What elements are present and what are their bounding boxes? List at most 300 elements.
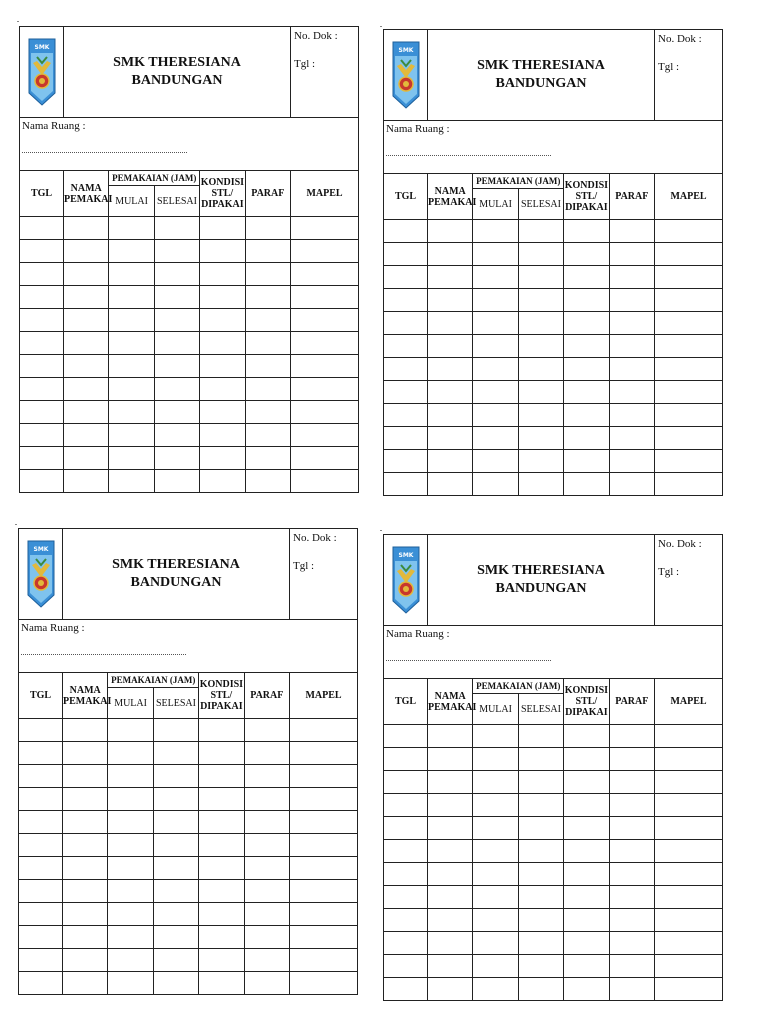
cell-mulai[interactable] (109, 217, 154, 240)
cell-selesai[interactable] (153, 857, 198, 880)
cell-tgl[interactable] (20, 240, 64, 263)
cell-mapel[interactable] (291, 401, 359, 424)
cell-mulai[interactable] (108, 972, 153, 995)
cell-selesai[interactable] (518, 840, 563, 863)
cell-selesai[interactable] (518, 220, 563, 243)
cell-paraf[interactable] (245, 470, 290, 493)
cell-tgl[interactable] (19, 880, 63, 903)
cell-selesai[interactable] (518, 932, 563, 955)
cell-paraf[interactable] (244, 719, 289, 742)
cell-kondisi[interactable] (199, 949, 244, 972)
cell-mulai[interactable] (473, 266, 518, 289)
cell-mulai[interactable] (473, 450, 518, 473)
cell-kondisi[interactable] (200, 470, 245, 493)
cell-paraf[interactable] (609, 817, 654, 840)
cell-mapel[interactable] (655, 840, 723, 863)
cell-selesai[interactable] (153, 949, 198, 972)
cell-kondisi[interactable] (564, 335, 609, 358)
cell-nama-pemakai[interactable] (428, 840, 473, 863)
cell-selesai[interactable] (153, 972, 198, 995)
cell-paraf[interactable] (609, 266, 654, 289)
cell-nama-pemakai[interactable] (64, 401, 109, 424)
cell-mapel[interactable] (655, 955, 723, 978)
cell-kondisi[interactable] (564, 473, 609, 496)
cell-mapel[interactable] (290, 834, 358, 857)
cell-paraf[interactable] (609, 955, 654, 978)
cell-tgl[interactable] (384, 840, 428, 863)
cell-mapel[interactable] (291, 355, 359, 378)
cell-selesai[interactable] (154, 378, 199, 401)
cell-kondisi[interactable] (564, 725, 609, 748)
cell-tgl[interactable] (20, 309, 64, 332)
cell-mapel[interactable] (655, 886, 723, 909)
cell-tgl[interactable] (19, 926, 63, 949)
cell-kondisi[interactable] (564, 450, 609, 473)
cell-kondisi[interactable] (564, 978, 609, 1001)
cell-nama-pemakai[interactable] (428, 909, 473, 932)
cell-selesai[interactable] (518, 817, 563, 840)
cell-mulai[interactable] (108, 834, 153, 857)
cell-kondisi[interactable] (564, 404, 609, 427)
cell-kondisi[interactable] (200, 309, 245, 332)
cell-nama-pemakai[interactable] (64, 309, 109, 332)
cell-mapel[interactable] (290, 949, 358, 972)
cell-mulai[interactable] (473, 220, 518, 243)
cell-nama-pemakai[interactable] (428, 220, 473, 243)
cell-selesai[interactable] (153, 834, 198, 857)
cell-mulai[interactable] (473, 978, 518, 1001)
cell-kondisi[interactable] (564, 427, 609, 450)
cell-nama-pemakai[interactable] (428, 289, 473, 312)
cell-nama-pemakai[interactable] (63, 719, 108, 742)
cell-nama-pemakai[interactable] (64, 355, 109, 378)
cell-mapel[interactable] (291, 309, 359, 332)
cell-kondisi[interactable] (200, 217, 245, 240)
cell-paraf[interactable] (244, 903, 289, 926)
cell-kondisi[interactable] (564, 266, 609, 289)
cell-mapel[interactable] (655, 450, 723, 473)
cell-mapel[interactable] (655, 335, 723, 358)
cell-mapel[interactable] (655, 427, 723, 450)
cell-mulai[interactable] (473, 863, 518, 886)
cell-kondisi[interactable] (199, 788, 244, 811)
cell-tgl[interactable] (20, 378, 64, 401)
cell-kondisi[interactable] (564, 312, 609, 335)
cell-mulai[interactable] (109, 309, 154, 332)
cell-paraf[interactable] (609, 771, 654, 794)
cell-mulai[interactable] (473, 312, 518, 335)
cell-paraf[interactable] (609, 725, 654, 748)
cell-mulai[interactable] (108, 926, 153, 949)
cell-mapel[interactable] (655, 289, 723, 312)
cell-mapel[interactable] (655, 909, 723, 932)
cell-mapel[interactable] (655, 771, 723, 794)
cell-selesai[interactable] (154, 401, 199, 424)
cell-selesai[interactable] (154, 470, 199, 493)
cell-mapel[interactable] (655, 978, 723, 1001)
cell-selesai[interactable] (518, 725, 563, 748)
cell-nama-pemakai[interactable] (428, 817, 473, 840)
cell-tgl[interactable] (20, 286, 64, 309)
cell-selesai[interactable] (153, 719, 198, 742)
cell-tgl[interactable] (384, 450, 428, 473)
cell-selesai[interactable] (154, 263, 199, 286)
cell-nama-pemakai[interactable] (428, 427, 473, 450)
cell-mapel[interactable] (291, 217, 359, 240)
cell-mapel[interactable] (655, 932, 723, 955)
cell-kondisi[interactable] (199, 972, 244, 995)
cell-paraf[interactable] (609, 863, 654, 886)
cell-kondisi[interactable] (564, 358, 609, 381)
cell-kondisi[interactable] (199, 880, 244, 903)
cell-mulai[interactable] (109, 470, 154, 493)
cell-mulai[interactable] (473, 955, 518, 978)
cell-nama-pemakai[interactable] (63, 742, 108, 765)
cell-paraf[interactable] (244, 811, 289, 834)
cell-paraf[interactable] (244, 880, 289, 903)
cell-nama-pemakai[interactable] (428, 932, 473, 955)
cell-mapel[interactable] (290, 811, 358, 834)
cell-tgl[interactable] (20, 263, 64, 286)
cell-mapel[interactable] (291, 240, 359, 263)
cell-nama-pemakai[interactable] (428, 358, 473, 381)
cell-mulai[interactable] (473, 358, 518, 381)
cell-nama-pemakai[interactable] (64, 470, 109, 493)
cell-selesai[interactable] (153, 926, 198, 949)
cell-nama-pemakai[interactable] (63, 857, 108, 880)
cell-kondisi[interactable] (200, 332, 245, 355)
cell-mulai[interactable] (473, 840, 518, 863)
cell-tgl[interactable] (384, 473, 428, 496)
cell-kondisi[interactable] (564, 381, 609, 404)
cell-mulai[interactable] (109, 332, 154, 355)
cell-paraf[interactable] (609, 932, 654, 955)
cell-tgl[interactable] (19, 742, 63, 765)
cell-tgl[interactable] (20, 447, 64, 470)
cell-mulai[interactable] (473, 909, 518, 932)
cell-kondisi[interactable] (564, 955, 609, 978)
cell-nama-pemakai[interactable] (64, 240, 109, 263)
cell-selesai[interactable] (518, 955, 563, 978)
cell-paraf[interactable] (609, 473, 654, 496)
cell-kondisi[interactable] (199, 742, 244, 765)
cell-mapel[interactable] (655, 358, 723, 381)
cell-tgl[interactable] (19, 719, 63, 742)
cell-mulai[interactable] (109, 424, 154, 447)
cell-paraf[interactable] (244, 972, 289, 995)
cell-selesai[interactable] (153, 765, 198, 788)
cell-mapel[interactable] (655, 748, 723, 771)
cell-kondisi[interactable] (199, 765, 244, 788)
cell-kondisi[interactable] (199, 857, 244, 880)
cell-selesai[interactable] (518, 748, 563, 771)
cell-mulai[interactable] (473, 427, 518, 450)
cell-mulai[interactable] (109, 263, 154, 286)
cell-mapel[interactable] (290, 972, 358, 995)
cell-mulai[interactable] (473, 817, 518, 840)
cell-tgl[interactable] (384, 794, 428, 817)
cell-tgl[interactable] (19, 788, 63, 811)
cell-selesai[interactable] (153, 788, 198, 811)
cell-kondisi[interactable] (200, 263, 245, 286)
cell-tgl[interactable] (384, 909, 428, 932)
cell-mapel[interactable] (655, 473, 723, 496)
cell-selesai[interactable] (518, 794, 563, 817)
cell-selesai[interactable] (518, 381, 563, 404)
cell-kondisi[interactable] (200, 355, 245, 378)
cell-mapel[interactable] (290, 788, 358, 811)
cell-tgl[interactable] (384, 932, 428, 955)
cell-selesai[interactable] (153, 811, 198, 834)
cell-nama-pemakai[interactable] (63, 765, 108, 788)
cell-nama-pemakai[interactable] (64, 332, 109, 355)
cell-tgl[interactable] (20, 401, 64, 424)
cell-kondisi[interactable] (200, 401, 245, 424)
cell-kondisi[interactable] (564, 289, 609, 312)
cell-paraf[interactable] (245, 355, 290, 378)
cell-mulai[interactable] (473, 771, 518, 794)
cell-nama-pemakai[interactable] (64, 217, 109, 240)
cell-paraf[interactable] (245, 240, 290, 263)
cell-paraf[interactable] (245, 401, 290, 424)
cell-nama-pemakai[interactable] (428, 312, 473, 335)
cell-tgl[interactable] (384, 358, 428, 381)
cell-mulai[interactable] (473, 886, 518, 909)
cell-selesai[interactable] (154, 309, 199, 332)
cell-selesai[interactable] (153, 880, 198, 903)
cell-selesai[interactable] (518, 909, 563, 932)
cell-selesai[interactable] (518, 358, 563, 381)
cell-paraf[interactable] (609, 220, 654, 243)
cell-tgl[interactable] (384, 955, 428, 978)
cell-paraf[interactable] (244, 926, 289, 949)
cell-mapel[interactable] (291, 378, 359, 401)
cell-paraf[interactable] (609, 381, 654, 404)
cell-tgl[interactable] (384, 220, 428, 243)
room-cell[interactable] (20, 118, 359, 171)
cell-nama-pemakai[interactable] (428, 725, 473, 748)
cell-mulai[interactable] (108, 765, 153, 788)
cell-mulai[interactable] (108, 788, 153, 811)
cell-mulai[interactable] (473, 243, 518, 266)
cell-paraf[interactable] (245, 309, 290, 332)
cell-paraf[interactable] (244, 857, 289, 880)
cell-selesai[interactable] (154, 332, 199, 355)
cell-kondisi[interactable] (200, 378, 245, 401)
cell-mulai[interactable] (473, 335, 518, 358)
cell-tgl[interactable] (384, 978, 428, 1001)
cell-mapel[interactable] (655, 404, 723, 427)
cell-tgl[interactable] (384, 817, 428, 840)
cell-tgl[interactable] (384, 886, 428, 909)
cell-mapel[interactable] (655, 817, 723, 840)
cell-mapel[interactable] (290, 857, 358, 880)
cell-mapel[interactable] (291, 286, 359, 309)
cell-nama-pemakai[interactable] (428, 794, 473, 817)
cell-paraf[interactable] (245, 217, 290, 240)
cell-tgl[interactable] (384, 725, 428, 748)
cell-paraf[interactable] (609, 909, 654, 932)
cell-kondisi[interactable] (199, 926, 244, 949)
cell-selesai[interactable] (518, 289, 563, 312)
cell-paraf[interactable] (244, 788, 289, 811)
cell-kondisi[interactable] (564, 840, 609, 863)
cell-kondisi[interactable] (564, 909, 609, 932)
cell-selesai[interactable] (153, 742, 198, 765)
cell-selesai[interactable] (518, 450, 563, 473)
cell-paraf[interactable] (609, 886, 654, 909)
cell-kondisi[interactable] (200, 286, 245, 309)
room-cell[interactable] (384, 121, 723, 174)
cell-selesai[interactable] (518, 473, 563, 496)
cell-tgl[interactable] (384, 863, 428, 886)
cell-selesai[interactable] (153, 903, 198, 926)
cell-nama-pemakai[interactable] (63, 811, 108, 834)
cell-nama-pemakai[interactable] (428, 450, 473, 473)
cell-paraf[interactable] (609, 450, 654, 473)
cell-selesai[interactable] (518, 266, 563, 289)
cell-mulai[interactable] (473, 748, 518, 771)
cell-paraf[interactable] (244, 834, 289, 857)
cell-mulai[interactable] (109, 378, 154, 401)
cell-paraf[interactable] (245, 424, 290, 447)
cell-mapel[interactable] (655, 312, 723, 335)
cell-paraf[interactable] (609, 358, 654, 381)
cell-mapel[interactable] (290, 742, 358, 765)
cell-selesai[interactable] (518, 978, 563, 1001)
cell-paraf[interactable] (244, 765, 289, 788)
cell-paraf[interactable] (245, 332, 290, 355)
cell-paraf[interactable] (609, 243, 654, 266)
cell-paraf[interactable] (245, 263, 290, 286)
cell-nama-pemakai[interactable] (428, 381, 473, 404)
cell-nama-pemakai[interactable] (428, 404, 473, 427)
cell-selesai[interactable] (154, 424, 199, 447)
cell-paraf[interactable] (609, 289, 654, 312)
cell-mapel[interactable] (655, 863, 723, 886)
room-cell[interactable] (19, 620, 358, 673)
cell-tgl[interactable] (19, 834, 63, 857)
cell-tgl[interactable] (19, 972, 63, 995)
cell-tgl[interactable] (19, 949, 63, 972)
cell-selesai[interactable] (518, 771, 563, 794)
cell-mapel[interactable] (291, 263, 359, 286)
cell-mulai[interactable] (109, 401, 154, 424)
cell-mulai[interactable] (473, 404, 518, 427)
cell-tgl[interactable] (384, 335, 428, 358)
cell-paraf[interactable] (245, 286, 290, 309)
cell-nama-pemakai[interactable] (64, 286, 109, 309)
cell-selesai[interactable] (154, 286, 199, 309)
cell-nama-pemakai[interactable] (428, 863, 473, 886)
cell-mulai[interactable] (108, 719, 153, 742)
cell-tgl[interactable] (384, 289, 428, 312)
cell-mapel[interactable] (290, 880, 358, 903)
cell-mapel[interactable] (655, 243, 723, 266)
cell-kondisi[interactable] (564, 220, 609, 243)
cell-mapel[interactable] (291, 447, 359, 470)
cell-nama-pemakai[interactable] (63, 949, 108, 972)
cell-mulai[interactable] (108, 811, 153, 834)
cell-mulai[interactable] (108, 949, 153, 972)
cell-paraf[interactable] (609, 794, 654, 817)
cell-nama-pemakai[interactable] (428, 243, 473, 266)
cell-tgl[interactable] (20, 470, 64, 493)
cell-paraf[interactable] (609, 335, 654, 358)
cell-kondisi[interactable] (564, 886, 609, 909)
cell-nama-pemakai[interactable] (428, 771, 473, 794)
cell-paraf[interactable] (244, 949, 289, 972)
cell-tgl[interactable] (20, 332, 64, 355)
cell-kondisi[interactable] (199, 811, 244, 834)
cell-tgl[interactable] (384, 404, 428, 427)
cell-kondisi[interactable] (564, 771, 609, 794)
cell-selesai[interactable] (518, 404, 563, 427)
cell-mapel[interactable] (290, 926, 358, 949)
cell-selesai[interactable] (154, 447, 199, 470)
cell-nama-pemakai[interactable] (63, 880, 108, 903)
cell-tgl[interactable] (19, 857, 63, 880)
cell-mapel[interactable] (655, 725, 723, 748)
cell-mapel[interactable] (655, 794, 723, 817)
cell-mapel[interactable] (291, 332, 359, 355)
cell-mulai[interactable] (109, 447, 154, 470)
cell-selesai[interactable] (154, 217, 199, 240)
cell-nama-pemakai[interactable] (63, 903, 108, 926)
cell-nama-pemakai[interactable] (428, 886, 473, 909)
room-cell[interactable] (384, 626, 723, 679)
cell-kondisi[interactable] (564, 243, 609, 266)
cell-mapel[interactable] (290, 765, 358, 788)
cell-mapel[interactable] (655, 266, 723, 289)
cell-nama-pemakai[interactable] (428, 955, 473, 978)
cell-mapel[interactable] (291, 470, 359, 493)
cell-nama-pemakai[interactable] (64, 263, 109, 286)
cell-nama-pemakai[interactable] (64, 447, 109, 470)
cell-nama-pemakai[interactable] (64, 378, 109, 401)
cell-selesai[interactable] (154, 355, 199, 378)
cell-kondisi[interactable] (199, 903, 244, 926)
cell-tgl[interactable] (19, 765, 63, 788)
cell-nama-pemakai[interactable] (428, 266, 473, 289)
cell-mulai[interactable] (109, 286, 154, 309)
cell-tgl[interactable] (384, 381, 428, 404)
cell-paraf[interactable] (609, 978, 654, 1001)
cell-mulai[interactable] (473, 725, 518, 748)
cell-nama-pemakai[interactable] (428, 978, 473, 1001)
cell-kondisi[interactable] (564, 748, 609, 771)
cell-kondisi[interactable] (200, 240, 245, 263)
cell-kondisi[interactable] (200, 424, 245, 447)
cell-kondisi[interactable] (564, 817, 609, 840)
cell-nama-pemakai[interactable] (64, 424, 109, 447)
cell-tgl[interactable] (384, 266, 428, 289)
cell-tgl[interactable] (384, 771, 428, 794)
cell-selesai[interactable] (154, 240, 199, 263)
cell-mulai[interactable] (473, 381, 518, 404)
cell-tgl[interactable] (19, 903, 63, 926)
cell-nama-pemakai[interactable] (63, 926, 108, 949)
cell-selesai[interactable] (518, 427, 563, 450)
cell-selesai[interactable] (518, 335, 563, 358)
cell-paraf[interactable] (245, 447, 290, 470)
cell-nama-pemakai[interactable] (428, 748, 473, 771)
cell-mulai[interactable] (109, 240, 154, 263)
cell-nama-pemakai[interactable] (428, 335, 473, 358)
cell-mapel[interactable] (290, 719, 358, 742)
cell-tgl[interactable] (19, 811, 63, 834)
cell-selesai[interactable] (518, 886, 563, 909)
